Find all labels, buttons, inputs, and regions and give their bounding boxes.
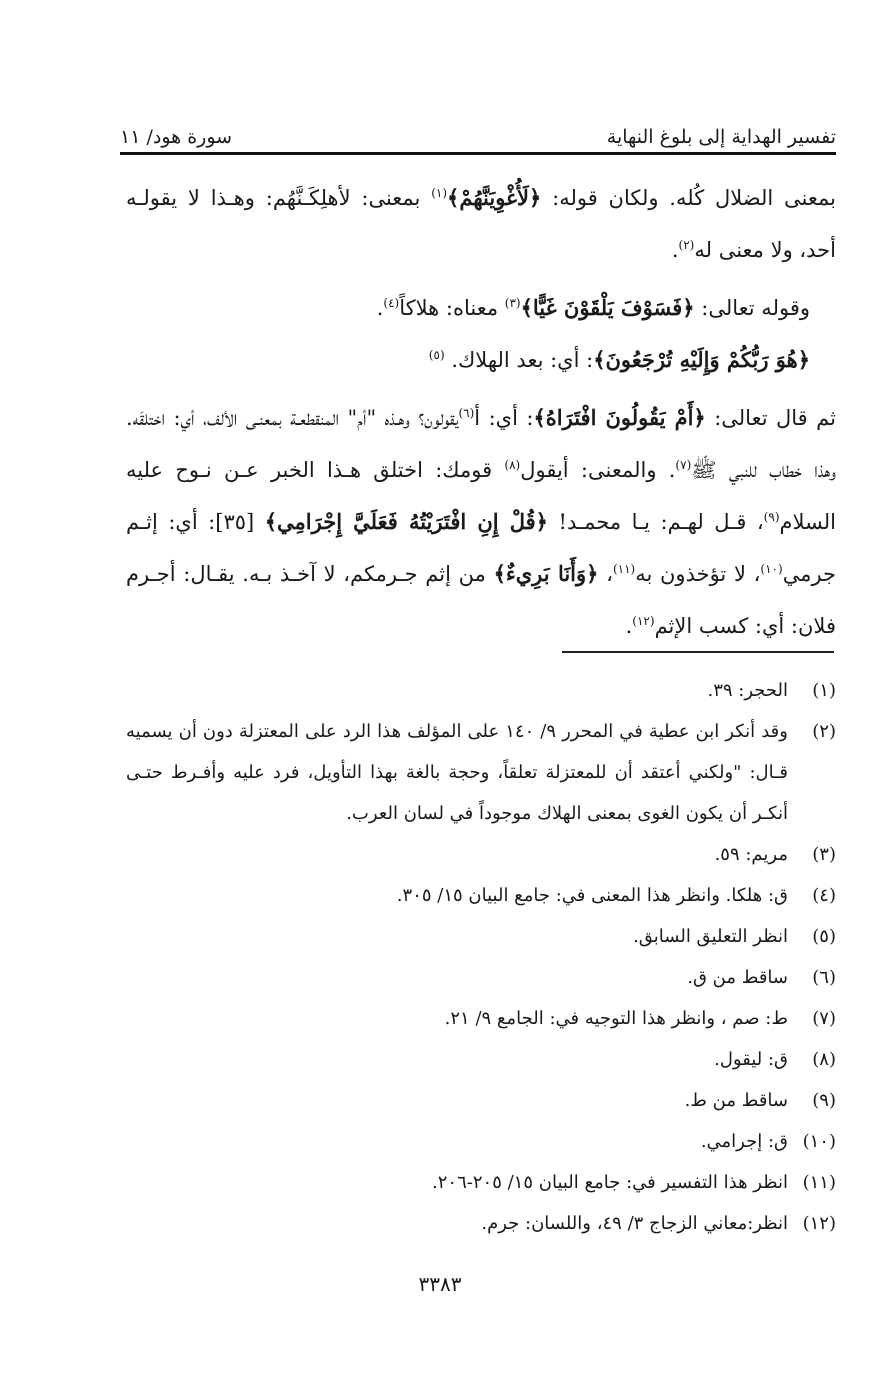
footnote-ref: (٧) [675,458,692,472]
footnote-text: انظر التعليق السابق. [633,926,788,947]
footnote-item [126,711,836,834]
footnote-text: ساقط من ط. [684,1090,788,1111]
footnote-item [126,1121,836,1162]
text-run: . والمعنى: أيقول [520,458,676,482]
footnote-ref: (٢) [678,238,695,252]
text-run: بمعنى: لأهلِكَـنَّهُم: وهـذا لا يقولـه أحد، ولا معنى له [126,186,836,262]
footnote-text: انظر هذا التفسير في: جامع البيان ١٥/ ٢٠٥-٢٠٦. [432,1172,788,1193]
quran-verse: ﴿أَمْ يَقُولُونَ افْتَرَاهُ﴾ [533,405,706,430]
text-run: . [625,614,633,638]
footnotes-list [126,670,836,1244]
footnote-ref: (١٢) [632,614,655,628]
footnote-ref: (٦) [458,406,475,420]
footnote-item [126,1203,836,1244]
footnote-number: (٥) [812,926,836,947]
footnote-text: ط: صم ، وانظر هذا التوجيه في: الجامع ٩/ ٢١. [444,1008,788,1029]
footnote-ref: (٤) [383,296,400,310]
footnote-item [126,916,836,957]
text-run: ، قـل لهـم: يـا محمـد! [548,510,764,534]
text-run: يقولون؟ وهـذه "أم" المنقطعـة بمعنـى الألف، أي: اختلقَه. وهذا خطاب للنبي ﷺ [126,406,837,482]
footnote-number: (٦) [812,967,836,988]
text-run: وقوله تعالى: [694,296,810,320]
quran-verse: ﴿لَأُغْوِيَنَّهُمْ﴾ [447,185,542,210]
quran-verse: ﴿قُلْ إِنِ افْتَرَيْتُهُ فَعَلَيَّ إِجْرَامِي﴾ [264,509,548,534]
footnote-number: (٨) [812,1049,836,1070]
paragraph-3 [126,334,836,386]
text-run: ، لا تؤخذون به [635,562,761,586]
text-run: [٣٥]: أي: إثـم جرمي [126,510,837,586]
text-run: . [671,238,679,262]
text-run: قومك: اختلق هـذا الخبر عـن نـوح عليه السلام [126,458,836,534]
text-run: بمعنى الضلال كُله. ولكان قوله: [541,186,836,210]
footnote-item [126,1080,836,1121]
footnote-text: ق: هلكا. وانظر هذا المعنى في: جامع البيان ١٥/ ٣٠٥. [396,885,788,906]
page-number: ٣٣٨٣ [418,1272,462,1296]
footnote-ref: (٣) [504,296,521,310]
footnote-number: (١) [812,680,836,701]
text-run: من إثم جـرمكم، لا آخـذ بـه. يقـال: أجـرم فلان: أي: كسب الإثم [126,562,836,638]
paragraph-2 [126,282,836,334]
footnote-ref: (١٠) [760,562,783,576]
quran-verse: ﴿فَسَوْفَ يَلْقَوْنَ غَيًّا﴾ [520,295,695,320]
footnote-number: (١١) [802,1172,836,1193]
footnote-ref: (٩) [763,510,780,524]
surah-label: سورة هود/ ١١ [120,126,233,148]
quran-verse: ﴿وَأَنَا بَرِيءٌ﴾ [493,561,599,586]
footnote-number: (٩) [812,1090,836,1111]
paragraph-1 [126,172,836,276]
header-rule [120,152,836,155]
text-run: معناه: هلاكاً [399,296,505,320]
footnote-item [126,998,836,1039]
footnote-number: (٤) [812,885,836,906]
footnote-ref: (١١) [612,562,636,576]
footnote-item [126,875,836,916]
footnote-text: ساقط من ق. [687,967,788,988]
footnote-ref: (١) [431,186,448,200]
footnote-ref: (٥) [428,348,445,362]
footnote-ref: (٨) [504,458,521,472]
text-run: ثم قال تعالى: [705,406,836,430]
footnote-text: الحجر: ٣٩. [707,680,788,701]
running-head [120,114,836,148]
footnote-text: ق: إجرامي. [700,1131,788,1152]
text-run: : أي: بعد الهلاك. [451,348,594,372]
footnote-number: (٧) [812,1008,836,1029]
text-run: ، [598,562,613,586]
footnote-item [126,1162,836,1203]
footnote-text: وقد أنكر ابن عطية في المحرر ٩/ ١٤٠ على المؤلف هذا الرد على المعتزلة دون أن يسميه قـال: "ولكني أعتقد أن للمعتزلة تعلقاً، وحجة بالغة بهذا التأويل، فرد عليه وأفـرط حتـى أنكـر أن يكون الغوى بمعنى الهلاك موجوداً في لسان العرب. [126,721,788,824]
paragraph-4 [126,392,836,652]
footnote-number: (١٢) [802,1213,836,1234]
footnote-item [126,834,836,875]
footnote-item [126,670,836,711]
footnote-item [126,957,836,998]
footnote-number: (١٠) [802,1131,836,1152]
footnote-text: ق: ليقول. [714,1049,788,1070]
footnote-text: مريم: ٥٩. [714,844,788,865]
footnote-number: (٢) [812,721,836,742]
quran-verse: ﴿هُوَ رَبُّكُمْ وَإِلَيْهِ تُرْجَعُونَ﴾ [593,347,810,372]
footnote-number: (٣) [812,844,836,865]
text-run: . [376,296,384,320]
book-title: تفسير الهداية إلى بلوغ النهاية [606,126,836,148]
footnote-separator [562,651,834,653]
text-run: : أي: أ [474,406,534,430]
footnote-item [126,1039,836,1080]
main-text [126,172,836,652]
footnote-text: انظر:معاني الزجاج ٣/ ٤٩، واللسان: جرم. [481,1213,788,1234]
